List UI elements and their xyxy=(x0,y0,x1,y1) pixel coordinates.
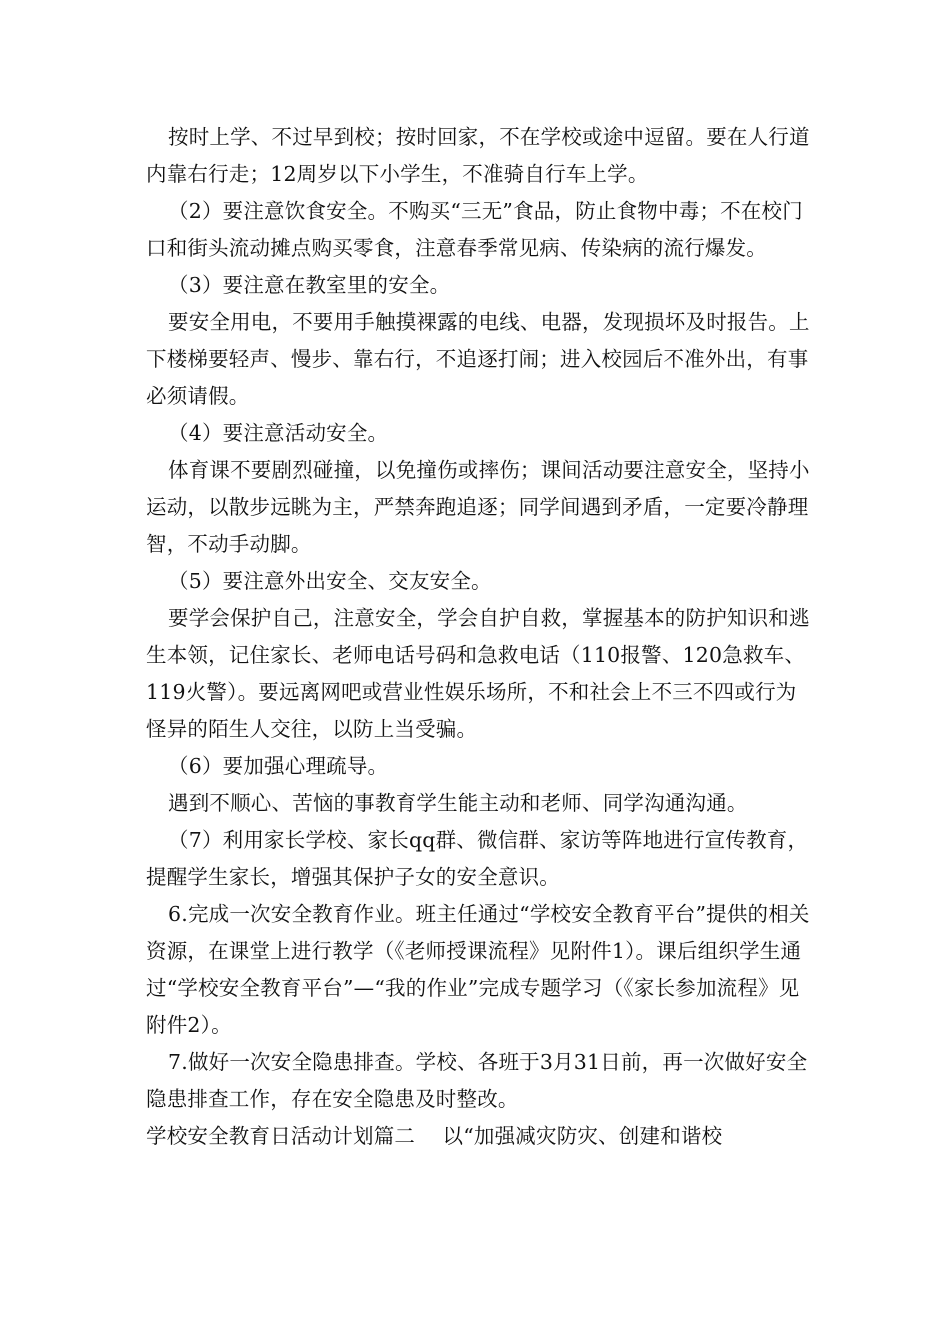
paragraph-outing-heading: （5）要注意外出安全、交友安全。 xyxy=(168,569,492,593)
paragraph-hazard-check: 7.做好一次安全隐患排查。学校、各班于3月31日前，再一次做好安全隐患排查工作，存在安全隐患及时整改。 xyxy=(146,1050,808,1111)
paragraph-outing-safety: 要学会保护自己，注意安全，学会自护自救，掌握基本的防护知识和逃生本领，记住家长、老师电话号码和急救电话（110报警、120急救车、119火警）。要远离网吧或营业性娱乐场所，不和社会上不三不四或行为怪异的陌生人交往，以防上当受骗。 xyxy=(146,606,810,741)
paragraph-homework: 6.完成一次安全教育作业。班主任通过“学校安全教育平台”提供的相关资源，在课堂上进行教学（《老师授课流程》见附件1）。课后组织学生通过“学校安全教育平台”—“我的作业”完成专题学习（《家长参加流程》见附件2）。 xyxy=(146,902,810,1037)
paragraph-classroom-heading: （3）要注意在教室里的安全。 xyxy=(168,273,451,297)
paragraph-parents-outreach: （7）利用家长学校、家长qq群、微信群、家访等阵地进行宣传教育，提醒学生家长，增强其保护子女的安全意识。 xyxy=(146,828,809,889)
paragraph-commute-safety: 按时上学、不过早到校；按时回家，不在学校或途中逗留。要在人行道内靠右行走；12周岁以下小学生，不准骑自行车上学。 xyxy=(146,125,810,186)
paragraph-food-safety: （2）要注意饮食安全。不购买“三无”食品，防止食物中毒；不在校门口和街头流动摊点购买零食，注意春季常见病、传染病的流行爆发。 xyxy=(146,199,803,260)
paragraph-plan-two-title: 学校安全教育日活动计划篇二 以“加强减灾防灾、创建和谐校 xyxy=(146,1124,723,1148)
paragraph-psychology-heading: （6）要加强心理疏导。 xyxy=(168,754,389,778)
paragraph-activity-heading: （4）要注意活动安全。 xyxy=(168,421,389,445)
paragraph-psychology: 遇到不顺心、苦恼的事教育学生能主动和老师、同学沟通沟通。 xyxy=(168,791,748,815)
paragraph-classroom-safety: 要安全用电，不要用手触摸裸露的电线、电器，发现损坏及时报告。上下楼梯要轻声、慢步、靠右行，不追逐打闹；进入校园后不准外出，有事必须请假。 xyxy=(146,310,810,408)
document-body xyxy=(146,119,812,1155)
paragraph-activity-safety: 体育课不要剧烈碰撞，以免撞伤或摔伤；课间活动要注意安全，坚持小运动，以散步远眺为主，严禁奔跑追逐；同学间遇到矛盾，一定要冷静理智，不动手动脚。 xyxy=(146,458,810,556)
